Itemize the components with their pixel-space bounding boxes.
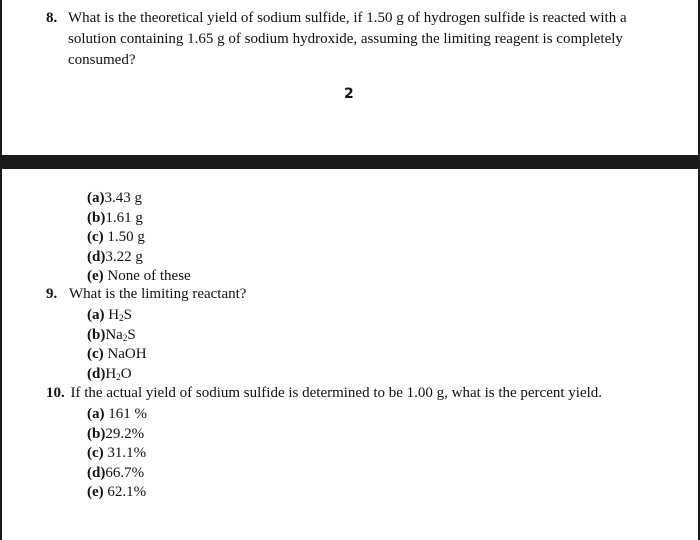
q9-options	[87, 306, 147, 384]
q8-options	[87, 189, 191, 287]
q10-options	[87, 405, 147, 503]
option-c: (c) 31.1%	[87, 445, 147, 461]
option-a: (a)3.43 g	[87, 190, 142, 206]
page-bottom-section	[0, 169, 700, 540]
option-d: $(d)H_2O$	[87, 365, 132, 382]
option-b: (b)29.2%	[87, 425, 145, 442]
option-c: (c) NaOH	[87, 346, 147, 362]
option-d: (d)3.22 g	[87, 248, 143, 265]
question-10	[46, 385, 602, 402]
question-8	[46, 8, 666, 71]
question-text: If the actual yield of sodium sulfide is determined to be 1.00 g, what is the percent yield.	[70, 385, 603, 401]
question-number: 9.	[46, 286, 58, 302]
page-top-section	[0, 0, 700, 155]
option-b: $(b)Na_2S$	[87, 326, 136, 343]
option-a: (a) $H_2S$	[87, 307, 132, 323]
question-9	[46, 286, 246, 303]
page-divider	[0, 155, 700, 169]
question-text: What is the limiting reactant?	[69, 286, 247, 302]
option-a: (a) 161 %	[87, 406, 147, 422]
page-number: 2	[344, 86, 354, 102]
option-e: (e) 62.1%	[87, 484, 147, 500]
question-number: 10.	[46, 385, 65, 401]
question-text: What is the theoretical yield of sodium sulfide, if 1.50 g of hydrogen sulfide is reacted with a solution containing 1.65 g of sodium hydroxide, assuming the limiting reagent is completely consumed?	[68, 10, 627, 68]
question-number: 8.	[46, 10, 58, 26]
option-d: (d)66.7%	[87, 464, 145, 481]
option-e: (e) None of these	[87, 268, 191, 284]
option-c: (c) 1.50 g	[87, 229, 145, 245]
option-b: (b)1.61 g	[87, 209, 143, 226]
